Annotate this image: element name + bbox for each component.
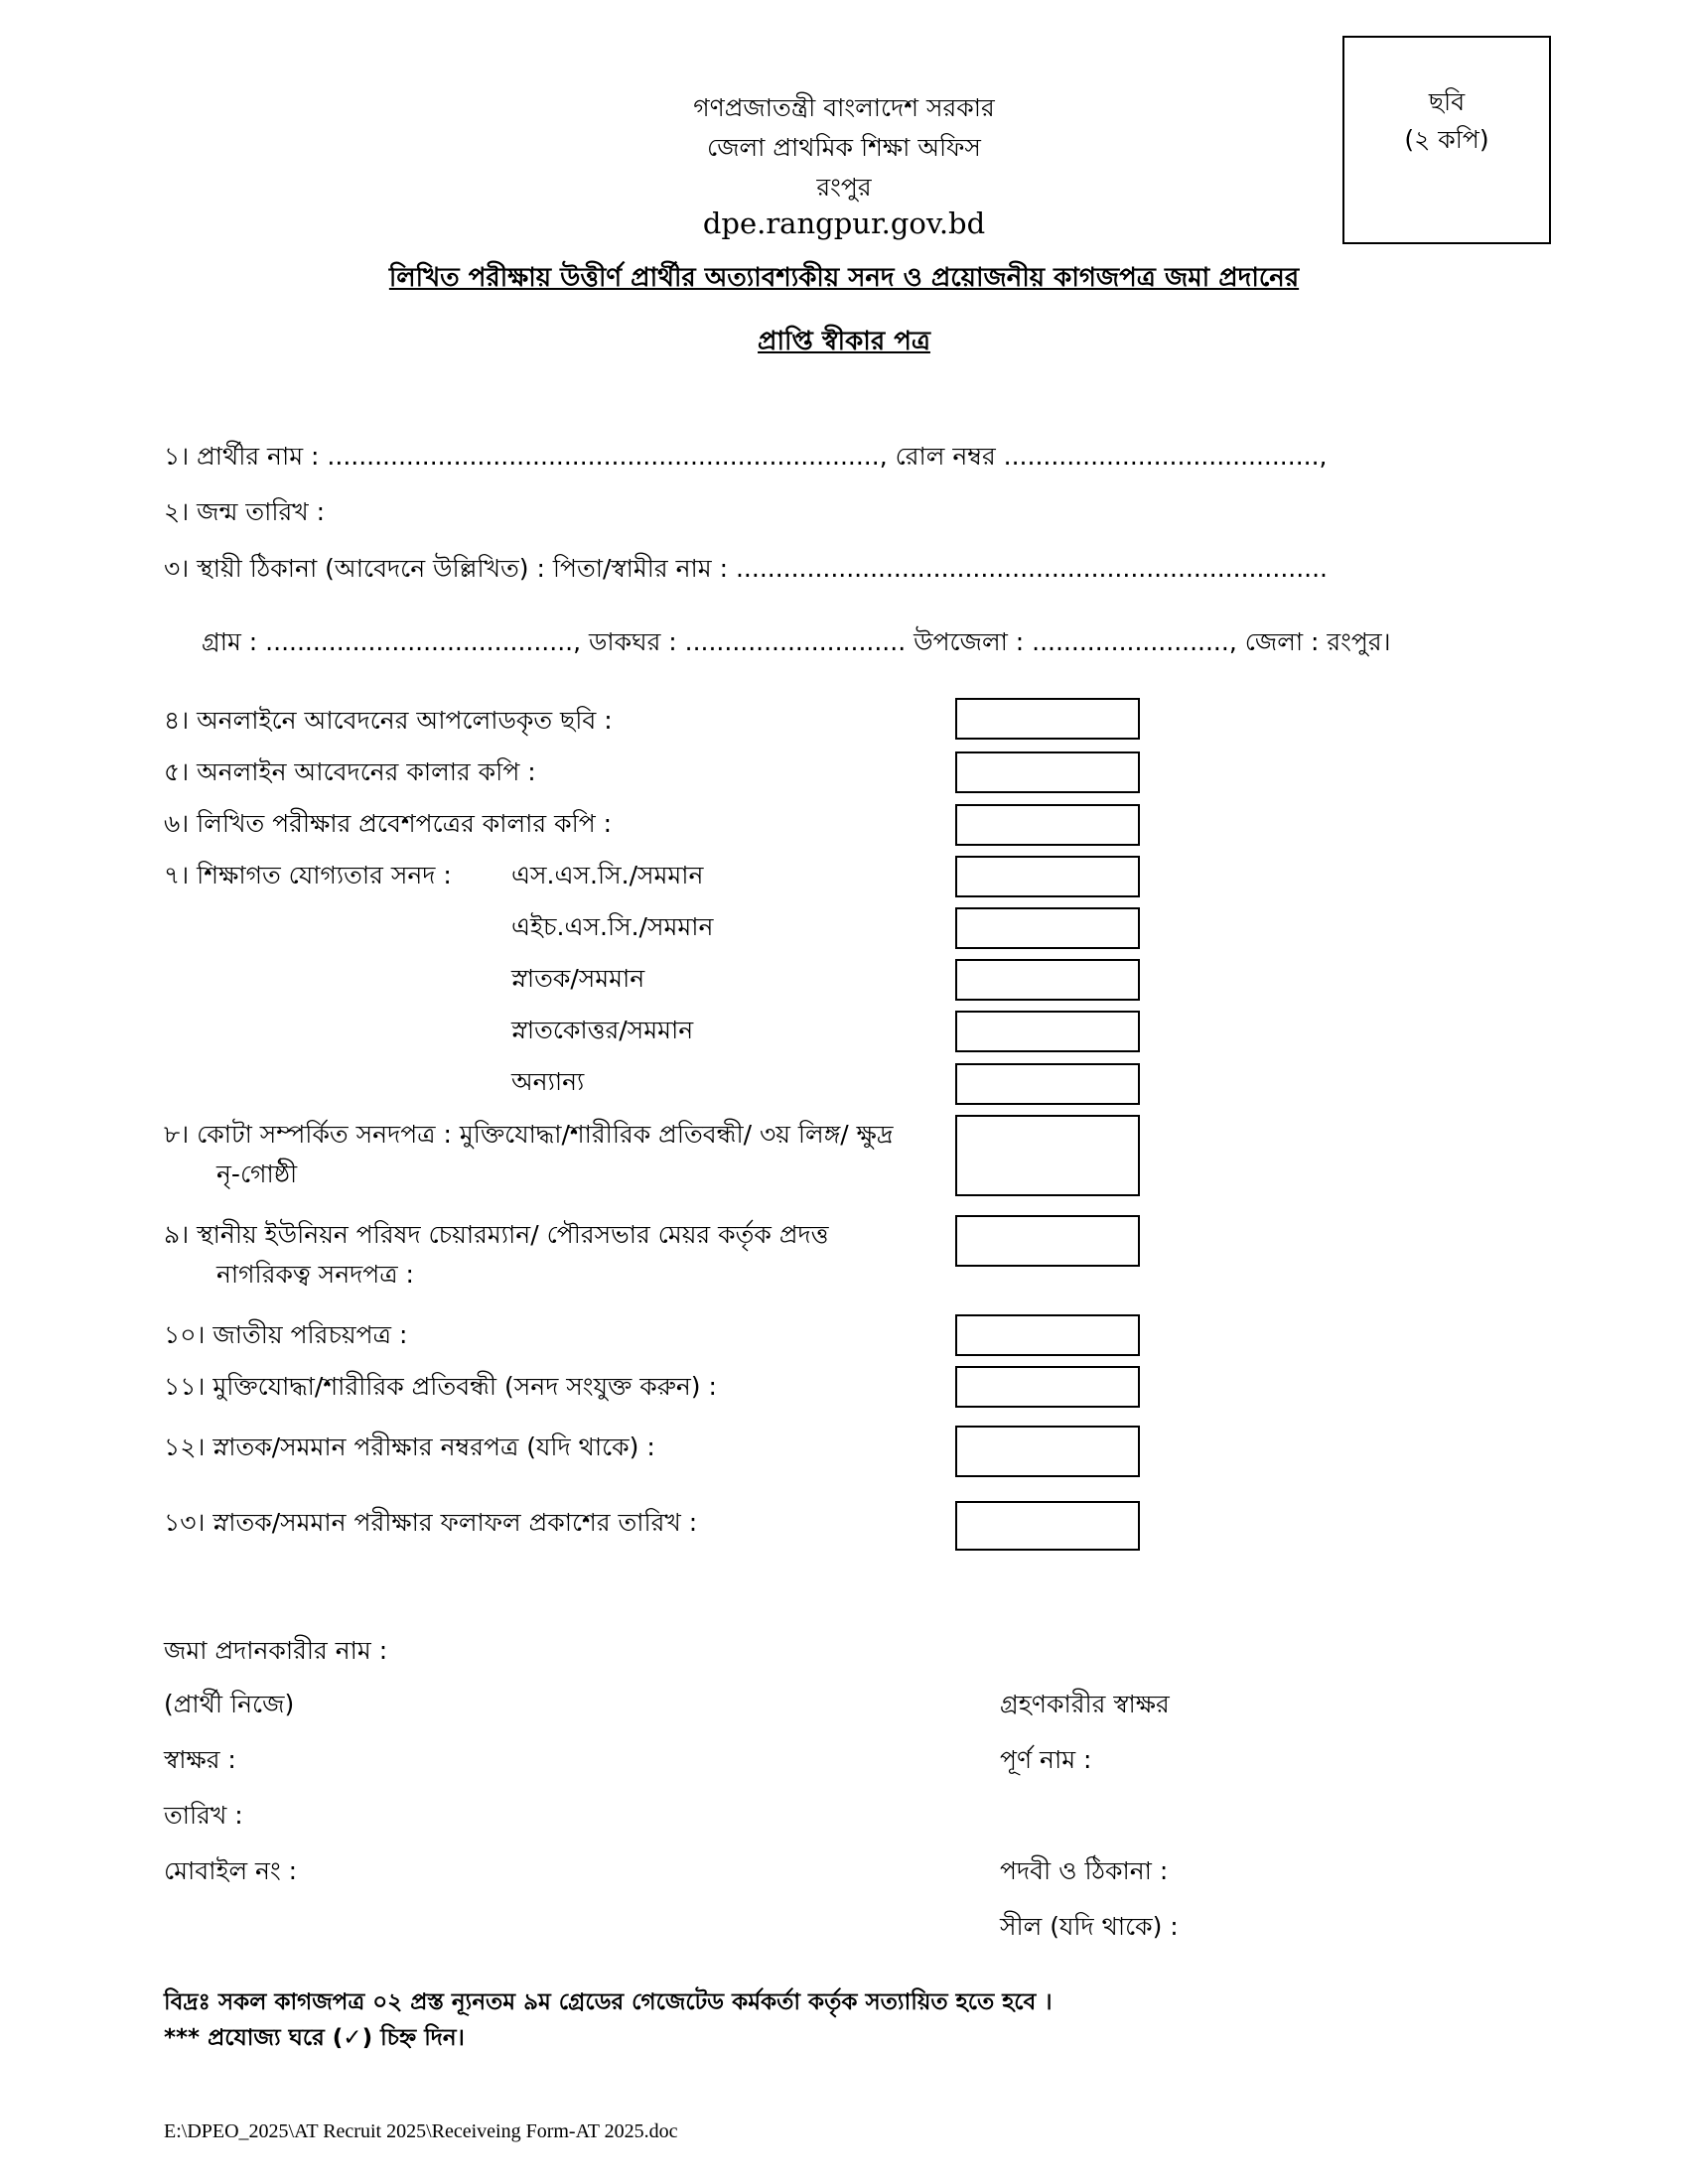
item-post-graduation: স্নাতকোত্তর/সমমান: [511, 1016, 694, 1044]
item-freedom-fighter-disabled: ১১। মুক্তিযোদ্ধা/শারীরিক প্রতিবন্ধী (সনদ সংযুক্ত করুন) :: [164, 1372, 717, 1401]
item-citizenship-certificate-cont: নাগরিকত্ব সনদপত্র :: [216, 1260, 414, 1289]
field-permanent-address: ৩। স্থায়ী ঠিকানা (আবেদনে উল্লিখিত) : পিতা/স্বামীর নাম : ...........................................................................: [164, 554, 1328, 583]
checkbox-uploaded-photo[interactable]: [955, 698, 1140, 740]
checkbox-citizenship-certificate[interactable]: [955, 1215, 1140, 1267]
receiver-seal-label: সীল (যদি থাকে) :: [1000, 1912, 1179, 1941]
receiver-fullname-label: পূর্ণ নাম :: [1000, 1745, 1092, 1774]
field-candidate-name-roll: ১। প্রার্থীর নাম : ......................................................................, রোল নম্বর ........................................,: [164, 442, 1328, 471]
item-citizenship-certificate: ৯। স্থানীয় ইউনিয়ন পরিষদ চেয়ারম্যান/ পৌরসভার মেয়র কর্তৃক প্রদত্ত: [164, 1220, 829, 1249]
item-other: অন্যান্য: [511, 1067, 585, 1096]
checkbox-admit-card-copy[interactable]: [955, 804, 1140, 846]
item-education-certificates: ৭। শিক্ষাগত যোগ্যতার সনদ :: [164, 861, 452, 889]
field-birth-date: ২। জন্ম তারিখ :: [164, 497, 326, 526]
header-office: জেলা প্রাথমিক শিক্ষা অফিস: [707, 133, 981, 162]
checkbox-result-date[interactable]: [955, 1501, 1140, 1551]
item-quota-certificate: ৮। কোটা সম্পর্কিত সনদপত্র : মুক্তিযোদ্ধা/শারীরিক প্রতিবন্ধী/ ৩য় লিঙ্গ/ ক্ষুদ্র: [164, 1120, 894, 1149]
checkbox-ssc[interactable]: [955, 856, 1140, 897]
photo-label-line2: (২ কপি): [1404, 125, 1489, 154]
checkbox-freedom-fighter-disabled[interactable]: [955, 1366, 1140, 1408]
submitter-name-label: জমা প্রদানকারীর নাম :: [164, 1636, 388, 1665]
checkbox-hsc[interactable]: [955, 907, 1140, 949]
item-graduation-marksheet: ১২। স্নাতক/সমমান পরীক্ষার নম্বরপত্র (যদি থাকে) :: [164, 1433, 655, 1461]
checkbox-application-copy[interactable]: [955, 751, 1140, 793]
checkbox-quota-certificate[interactable]: [955, 1115, 1140, 1196]
submitter-signature-label: স্বাক্ষর :: [164, 1745, 236, 1774]
field-address-details: গ্রাম : ......................................., ডাকঘর : ............................ উপজেলা : ........................., জেলা : রংপুর।: [202, 627, 1391, 656]
header-district: রংপুর: [816, 173, 872, 202]
submitter-mobile-label: মোবাইল নং :: [164, 1856, 298, 1885]
checkbox-national-id[interactable]: [955, 1314, 1140, 1356]
item-national-id: ১০। জাতীয় পরিচয়পত্র :: [164, 1320, 408, 1349]
item-hsc: এইচ.এস.সি./সমমান: [511, 912, 714, 941]
note-tick-instruction: *** প্রযোজ্য ঘরে (✓) চিহ্ন দিন।: [164, 2025, 465, 2051]
header-government: গণপ্রজাতন্ত্রী বাংলাদেশ সরকার: [693, 93, 995, 122]
item-result-date: ১৩। স্নাতক/সমমান পরীক্ষার ফলাফল প্রকাশের তারিখ :: [164, 1508, 698, 1537]
checkbox-post-graduation[interactable]: [955, 1011, 1140, 1052]
photo-label: [1344, 83, 1549, 159]
item-admit-card-copy: ৬। লিখিত পরীক্ষার প্রবেশপত্রের কালার কপি :: [164, 809, 613, 838]
photo-label-line1: ছবি: [1428, 87, 1466, 116]
note-attestation: বিদ্রঃ সকল কাগজপত্র ০২ প্রস্ত ন্যূনতম ৯ম গ্রেডের গেজেটেড কর্মকর্তা কর্তৃক সত্যায়িত হতে হবে ।: [164, 1989, 1053, 2015]
checkbox-graduation[interactable]: [955, 959, 1140, 1001]
item-graduation: স্নাতক/সমমান: [511, 964, 645, 993]
receiver-designation-label: পদবী ও ঠিকানা :: [1000, 1856, 1169, 1885]
checkbox-graduation-marksheet[interactable]: [955, 1426, 1140, 1477]
item-quota-certificate-cont: নৃ-গোষ্ঠী: [216, 1160, 298, 1188]
photo-placeholder-box: [1342, 36, 1551, 244]
item-application-copy: ৫। অনলাইন আবেদনের কালার কপি :: [164, 757, 536, 786]
header-website: dpe.rangpur.gov.bd: [702, 206, 986, 240]
footer-file-path: E:\DPEO_2025\AT Recruit 2025\Receiveing Form-AT 2025.doc: [164, 2120, 678, 2142]
item-ssc: এস.এস.সি./সমমান: [511, 861, 704, 889]
form-subtitle: প্রাপ্তি স্বীকার পত্র: [758, 327, 930, 356]
receiver-signature-label: গ্রহণকারীর স্বাক্ষর: [1000, 1690, 1170, 1718]
submitter-date-label: তারিখ :: [164, 1801, 243, 1830]
form-title: লিখিত পরীক্ষায় উত্তীর্ণ প্রার্থীর অত্যাবশ্যকীয় সনদ ও প্রয়োজনীয় কাগজপত্র জমা প্রদানের: [388, 263, 1300, 293]
item-uploaded-photo: ৪। অনলাইনে আবেদনের আপলোডকৃত ছবি :: [164, 706, 613, 735]
checkbox-other[interactable]: [955, 1063, 1140, 1105]
submitter-self-label: (প্রার্থী নিজে): [164, 1690, 295, 1718]
